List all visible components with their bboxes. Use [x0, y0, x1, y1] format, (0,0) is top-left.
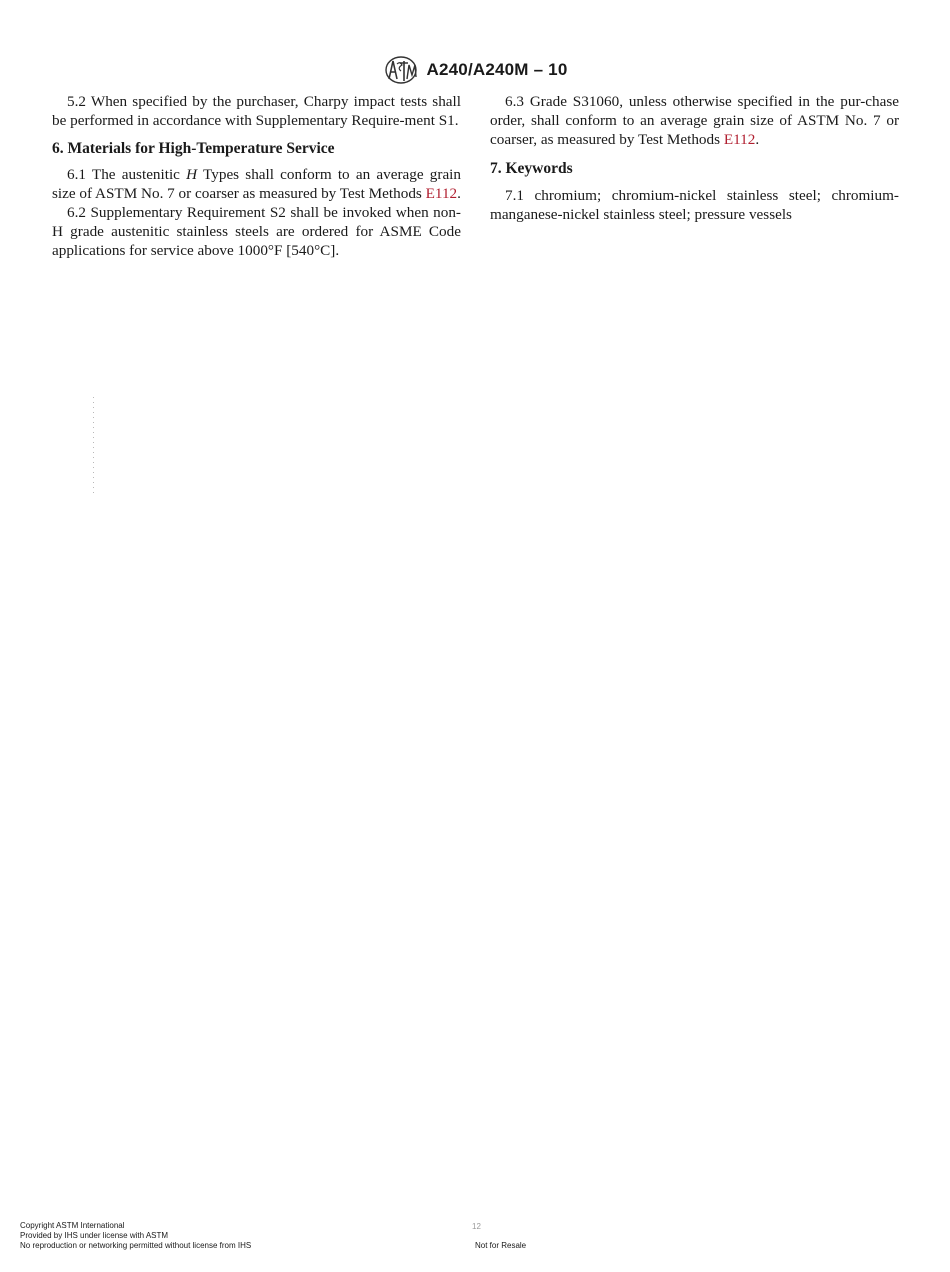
paragraph-6-3-end: .: [755, 131, 760, 148]
right-column: [490, 92, 899, 224]
paragraph-6-1-prefix: 6.1 The austenitic: [67, 166, 187, 183]
paragraph-6-3: [490, 92, 899, 149]
paragraph-7-1: 7.1 chromium; chromium-nickel stainless steel; chromium-manganese-nickel stainless steel; pressure vessels: [490, 187, 899, 223]
paragraph-6-1-italic: H: [186, 166, 198, 183]
e112-link[interactable]: E112: [425, 185, 458, 202]
section-heading-6: 6. Materials for High-Temperature Service: [52, 140, 335, 157]
margin-dot-marks: [92, 397, 95, 497]
paragraph-6-1-suffix: Types shall conform to an average grain size of ASTM No. 7 or coarser as measured by Test Methods: [52, 166, 461, 202]
footer-line-2: Provided by IHS under license with ASTM: [20, 1231, 169, 1240]
footer-copyright: [20, 1221, 251, 1251]
page-header: [0, 54, 950, 86]
paragraph-6-2: 6.2 Supplementary Requirement S2 shall be invoked when non-H grade austenitic stainless steels are ordered for ASME Code applications for service above 1000°F [540°C].: [52, 204, 461, 259]
footer-not-for-resale: Not for Resale: [475, 1241, 527, 1250]
footer-line-3: No reproduction or networking permitted without license from IHS: [20, 1241, 252, 1250]
page-number: 12: [472, 1222, 481, 1231]
paragraph-6-3-prefix: 6.3 Grade S31060, unless otherwise specified in the pur-chase order, shall conform to an average grain size of ASTM No. 7 or coarser, as measured by Test Methods: [490, 93, 899, 148]
section-heading-7: 7. Keywords: [490, 160, 573, 177]
footer-line-1: Copyright ASTM International: [20, 1221, 125, 1230]
e112-link[interactable]: E112: [723, 131, 756, 148]
document-title: A240/A240M – 10: [426, 60, 568, 79]
paragraph-6-1-end: .: [457, 185, 461, 202]
paragraph-5-2: 5.2 When specified by the purchaser, Charpy impact tests shall be performed in accordance with Supplementary Require-ment S1.: [52, 93, 461, 129]
paragraph-6-1: [52, 165, 461, 203]
left-column: [52, 92, 461, 260]
astm-logo-icon: [383, 55, 419, 85]
